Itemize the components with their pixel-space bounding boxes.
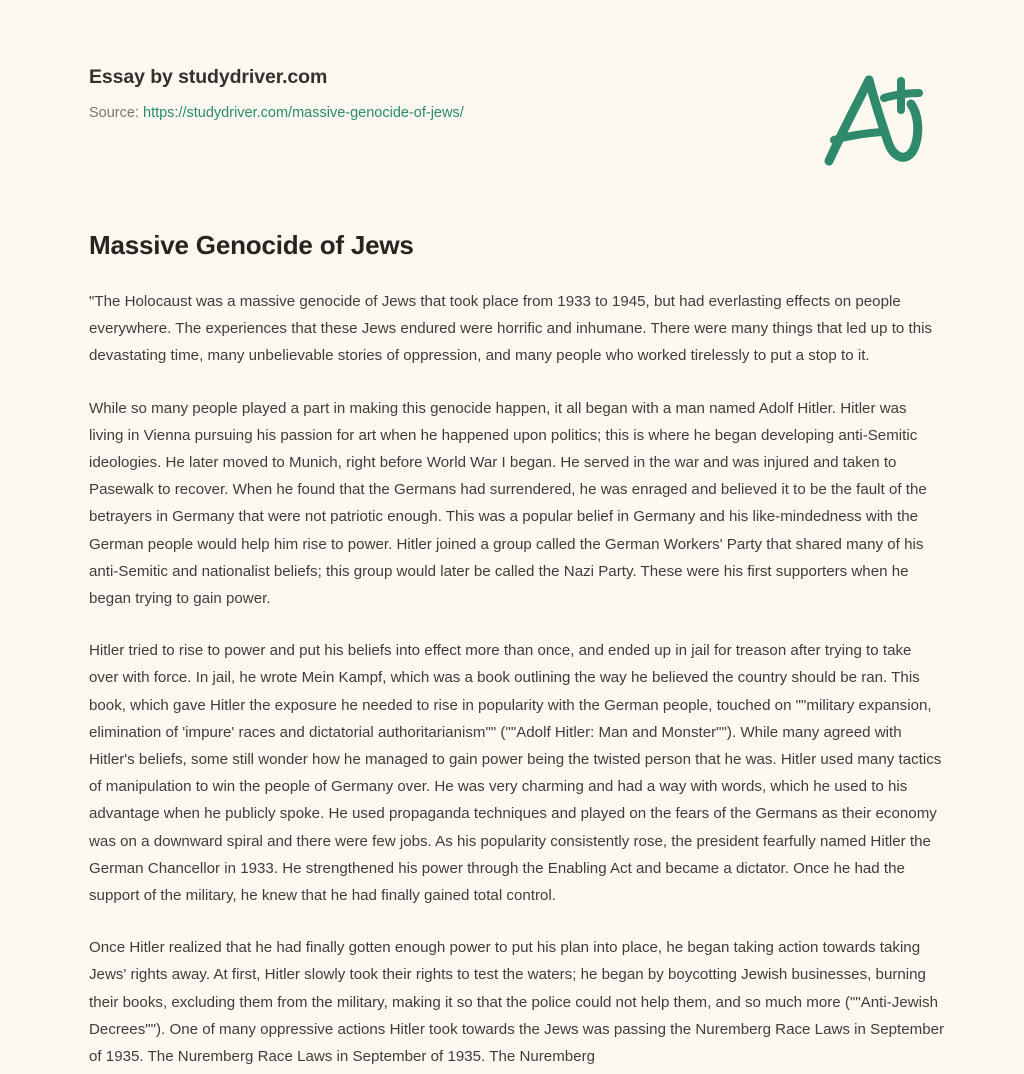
brand-title: Essay by studydriver.com xyxy=(89,66,328,88)
studydriver-logo xyxy=(806,62,936,182)
article-paragraph: Hitler tried to rise to power and put his beliefs into effect more than once, and ended up in jail for treason after trying to take over with force. In jail, he wrote Mein Kampf, which was a book outlining the way he believed the country should be ran. This book, which gave Hitler the exposure he needed to rise in popularity with the German people, touched on ""military expansion, elimination of 'impure' races and dictatorial authoritarianism"" (""Adolf Hitler: Man and Monster""). While many agreed with Hitler's beliefs, some still wonder how he managed to gain power being the twisted person that he was. Hitler used many tactics of manipulation to win the people of Germany over. He was very charming and had a way with words, which he used to his advantage when he publicly spoke. He used propaganda techniques and played on the fears of the Germans as their economy was on a downward spiral and there were few jobs. As his popularity consistently rose, the president fearfully named Hitler the German Chancellor in 1933. He strengthened his power through the Enabling Act and became a dictator. Once he had the support of the military, he knew that he had finally gained total control. xyxy=(89,642,942,905)
article-body xyxy=(89,288,945,1070)
article-paragraph: "The Holocaust was a massive genocide of Jews that took place from 1933 to 1945, but had everlasting effects on people everywhere. The experiences that these Jews endured were horrific and inhumane. There were many things that led up to this devastating time, many unbelievable stories of oppression, and many people who worked tirelessly to put a stop to it. xyxy=(89,293,933,365)
page-title: Massive Genocide of Jews xyxy=(89,230,414,260)
article-paragraph: Once Hitler realized that he had finally gotten enough power to put his plan into place, he began taking action towards taking Jews' rights away. At first, Hitler slowly took their rights to test the waters; he began by boycotting Jewish businesses, burning their books, excluding them from the military, making it so that the police could not help them, and so much more (""Anti-Jewish Decrees""). One of many oppressive actions Hitler took towards the Jews was passing the Nuremberg Race Laws in September of 1935. The Nuremberg Race Laws in September of 1935. The Nuremberg xyxy=(89,939,945,1066)
article xyxy=(89,228,945,1070)
source-url-link[interactable]: https://studydriver.com/massive-genocide-of-jews/ xyxy=(143,105,464,121)
page-header xyxy=(0,0,1024,210)
brand-block xyxy=(89,64,464,123)
a-plus-logo-icon xyxy=(806,62,936,182)
source-label: Source: xyxy=(89,105,143,121)
article-paragraph: While so many people played a part in making this genocide happen, it all began with a man named Adolf Hitler. Hitler was living in Vienna pursuing his passion for art when he happened upon politics; this is where he began developing anti-Semitic ideologies. He later moved to Munich, right before World War I began. He served in the war and was injured and taken to Pasewalk to recover. When he found that the Germans had surrendered, he was enraged and believed it to be the fault of the betrayers in Germany that were not patriotic enough. This was a popular belief in Germany and his like-mindedness with the German people would help him rise to power. Hitler joined a group called the German Workers' Party that shared many of his anti-Semitic and nationalist beliefs; this group would later be called the Nazi Party. These were his first supporters when he began trying to gain power. xyxy=(89,399,927,608)
source-line xyxy=(89,103,464,123)
